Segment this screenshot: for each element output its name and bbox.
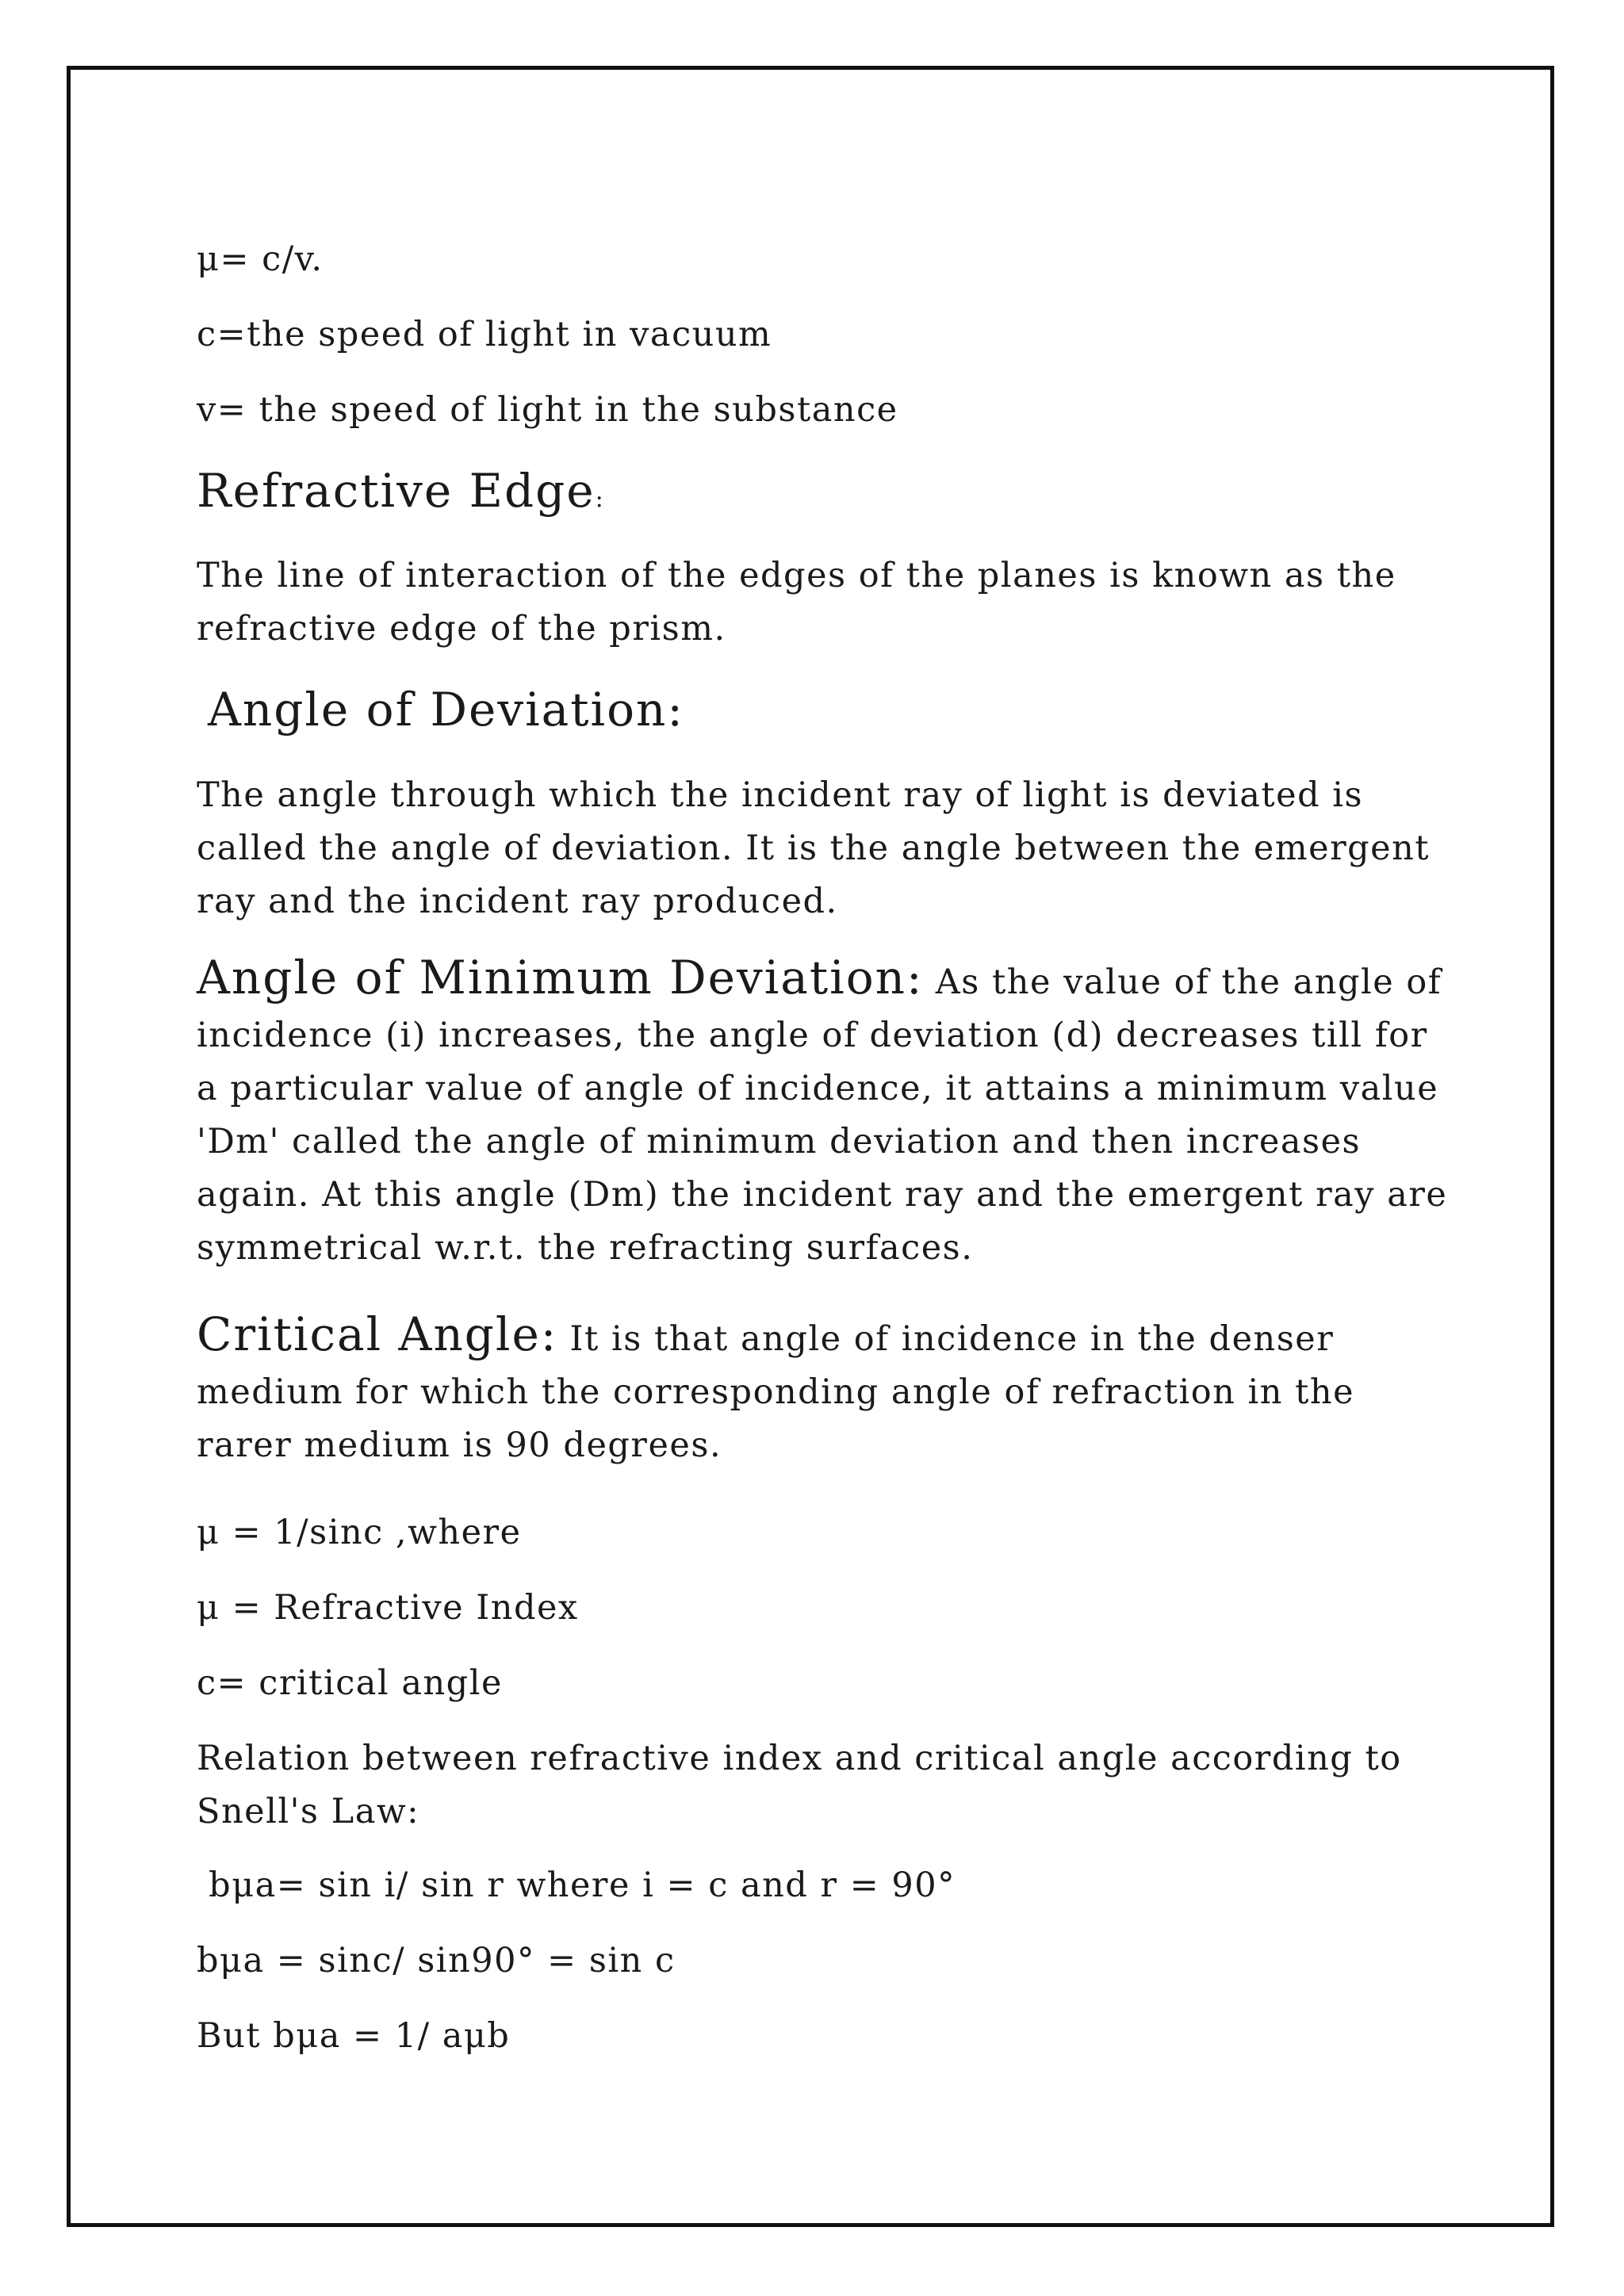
refractive-edge-title: Refractive Edge — [197, 464, 596, 518]
refractive-edge-text: The line of interaction of the edges of the planes is known as the refractive edge of the prism. — [197, 556, 1396, 649]
snell-relation-text: Relation between refractive index and critical angle according to Snell's Law: — [197, 1739, 1402, 1831]
minimum-deviation-text: As the value of the angle of incidence (i) increases, the angle of deviation (d) decreases till for a particular value of angle of incidence, it attains a minimum value 'Dm' called the angle of minimum deviation and then increases again. At this angle (Dm) the incident ray and the emergent ray are symmetrical w.r.t. the refracting surfaces. — [197, 962, 1448, 1268]
snell-formula-3: But bμa = 1/ aμb — [197, 2016, 511, 2056]
minimum-deviation-heading: Angle of Minimum Deviation: — [197, 951, 924, 1004]
c-definition: c=the speed of light in vacuum — [197, 315, 772, 354]
angle-of-deviation-text: The angle through which the incident ray of light is deviated is called the angle of deviation. It is the angle between the emergent ray and the incident ray produced. — [197, 775, 1431, 921]
critical-angle-text: It is that angle of incidence in the denser medium for which the corresponding angle of refraction in the rarer medium is 90 degrees. — [197, 1319, 1355, 1465]
minimum-deviation-paragraph — [197, 951, 1450, 1275]
critical-angle-definition: c= critical angle — [197, 1663, 503, 1703]
snell-formula-2: bμa = sinc/ sin90° = sin c — [197, 1941, 676, 1980]
mu-index-definition: μ = Refractive Index — [197, 1588, 579, 1628]
refractive-edge-heading — [197, 460, 605, 530]
critical-angle-heading: Critical Angle: — [197, 1307, 558, 1361]
mu-definition: μ= c/v. — [197, 239, 324, 279]
v-definition: v= the speed of light in the substance — [197, 390, 898, 430]
snell-formula-1: bμa= sin i/ sin r where i = c and r = 90° — [197, 1866, 956, 1905]
critical-angle-paragraph — [197, 1308, 1450, 1472]
mu-sinc-formula: μ = 1/sinc ,where — [197, 1513, 522, 1552]
refractive-edge-colon: : — [595, 485, 605, 513]
angle-of-deviation-heading: Angle of Deviation: — [208, 683, 684, 737]
